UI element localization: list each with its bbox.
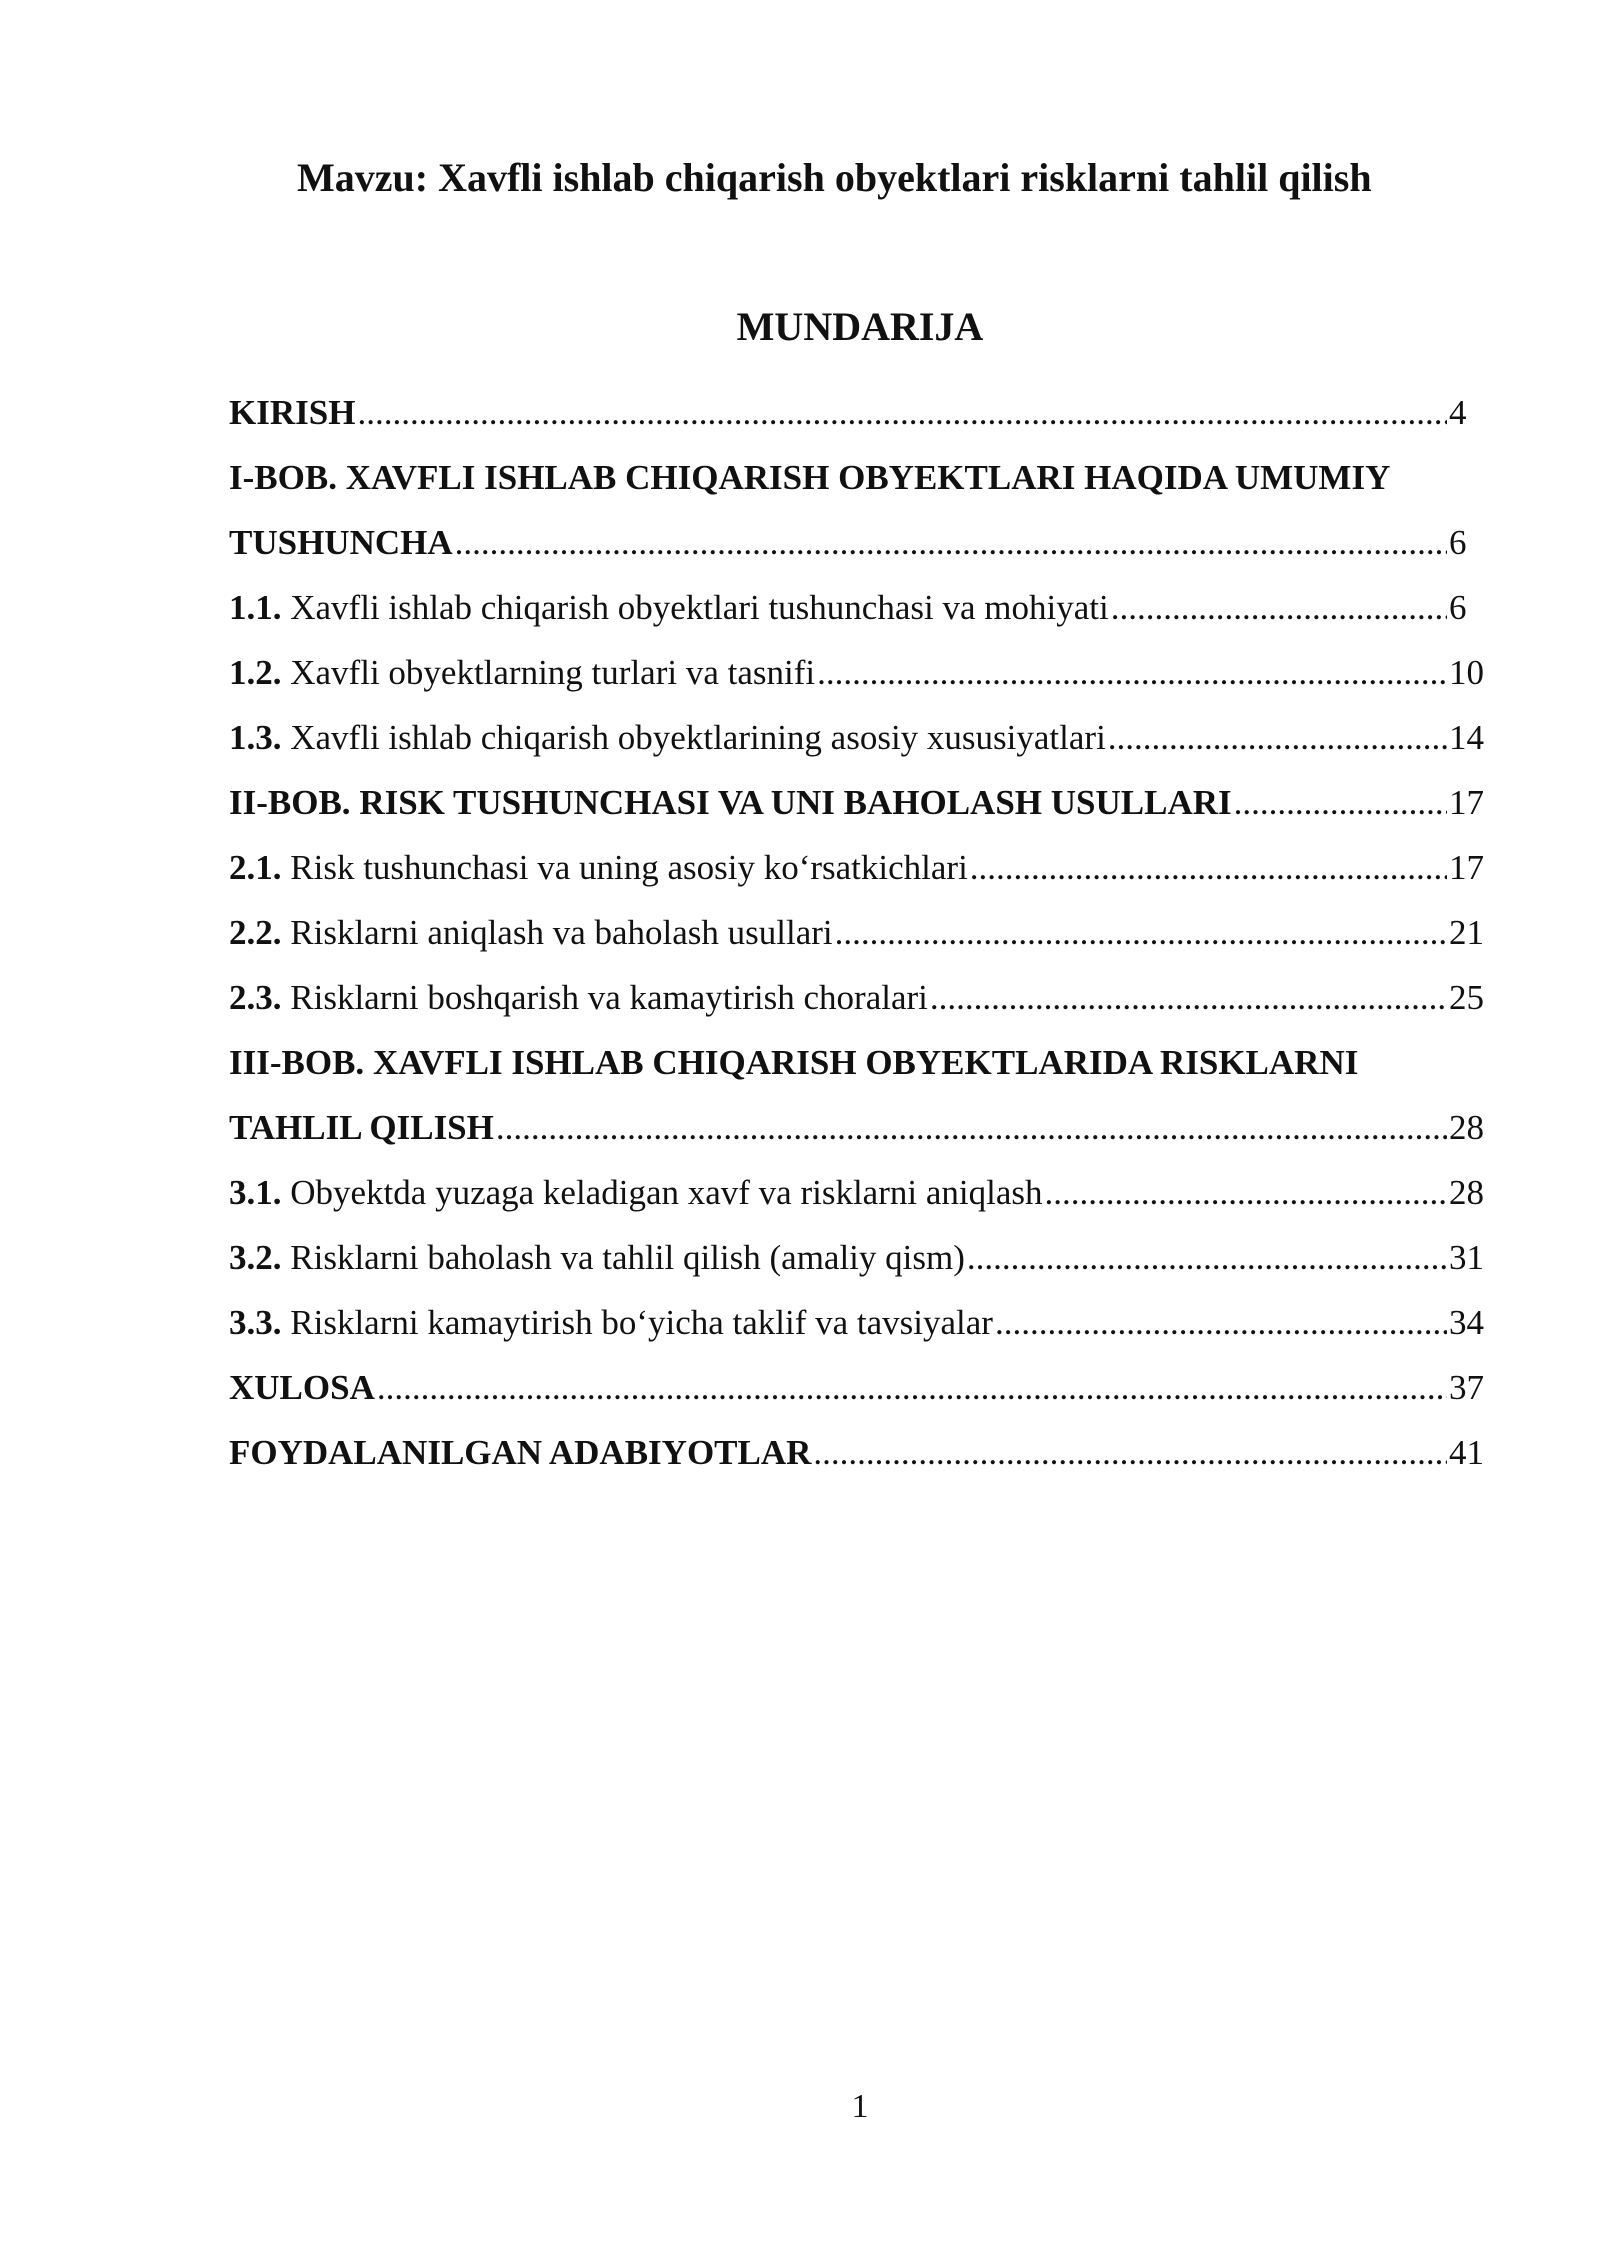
toc-entry-section-1-1: [229, 575, 1487, 640]
toc-entry-references: [229, 1420, 1487, 1485]
page-number: 1: [851, 2088, 869, 2125]
dot-leader: [1234, 770, 1447, 835]
dot-leader: [377, 1355, 1447, 1420]
toc-entry-title: Risk tushunchasi va uning asosiy ko‘rsatkichlari: [290, 848, 968, 887]
dot-leader: [813, 1420, 1447, 1485]
toc-section-number: 2.3.: [229, 978, 282, 1017]
toc-chapter-number: III-BOB.: [229, 1043, 365, 1082]
toc-page-number: 25: [1449, 978, 1484, 1017]
dot-leader: [930, 965, 1447, 1030]
dot-leader: [817, 640, 1447, 705]
toc-entry-title: Risklarni aniqlash va baholash usullari: [290, 913, 833, 952]
table-of-contents: [229, 380, 1487, 1485]
toc-entry-title: XAVFLI ISHLAB CHIQARISH OBYEKTLARI HAQIDA UMUMIY: [345, 458, 1391, 497]
toc-entry-title: TUSHUNCHA: [229, 523, 453, 562]
toc-chapter-number: I-BOB.: [229, 458, 337, 497]
toc-entry-title: Risklarni baholash va tahlil qilish (amaliy qism): [290, 1238, 965, 1277]
topic-title: Mavzu: Xavfli ishlab chiqarish obyektlari risklarni tahlil qilish: [297, 155, 1372, 200]
toc-page-number: 10: [1449, 653, 1484, 692]
toc-entry-chapter-3-continuation: [229, 1095, 1487, 1160]
toc-section-number: 2.2.: [229, 913, 282, 952]
toc-entry-title: Risklarni boshqarish va kamaytirish choralari: [290, 978, 928, 1017]
toc-entry-title: KIRISH: [229, 393, 356, 432]
toc-entry-title: Obyektda yuzaga keladigan xavf va risklarni aniqlash: [290, 1173, 1043, 1212]
toc-section-number: 2.1.: [229, 848, 282, 887]
toc-heading: MUNDARIJA: [736, 304, 984, 349]
dot-leader: [835, 900, 1447, 965]
toc-page-number: 41: [1449, 1433, 1484, 1472]
toc-page-number: 17: [1449, 783, 1484, 822]
dot-leader: [995, 1290, 1447, 1355]
toc-page-number: 21: [1449, 913, 1484, 952]
dot-leader: [1108, 705, 1447, 770]
toc-page-number: 6: [1449, 523, 1467, 562]
toc-entry-title: Xavfli ishlab chiqarish obyektlari tushunchasi va mohiyati: [290, 588, 1109, 627]
toc-page-number: 4: [1449, 393, 1467, 432]
toc-section-number: 3.2.: [229, 1238, 282, 1277]
toc-entry-section-2-3: [229, 965, 1487, 1030]
toc-entry-chapter-2: [229, 770, 1487, 835]
toc-chapter-number: II-BOB.: [229, 783, 351, 822]
toc-entry-chapter-1-continuation: [229, 510, 1487, 575]
toc-section-number: 1.1.: [229, 588, 282, 627]
toc-page-number: 31: [1449, 1238, 1484, 1277]
dot-leader: [1111, 575, 1447, 640]
toc-entry-chapter-3-heading: [229, 1030, 1487, 1095]
toc-entry-title: Xavfli obyektlarning turlari va tasnifi: [290, 653, 816, 692]
toc-entry-section-1-2: [229, 640, 1487, 705]
dot-leader: [357, 380, 1447, 445]
toc-section-number: 1.3.: [229, 718, 282, 757]
toc-entry-section-2-2: [229, 900, 1487, 965]
toc-entry-kirish: [229, 380, 1487, 445]
toc-entry-title: XULOSA: [229, 1368, 375, 1407]
dot-leader: [496, 1095, 1447, 1160]
toc-entry-title: XAVFLI ISHLAB CHIQARISH OBYEKTLARIDA RISKLARNI: [372, 1043, 1359, 1082]
toc-section-number: 3.3.: [229, 1303, 282, 1342]
dot-leader: [967, 1225, 1447, 1290]
toc-entry-title: Risklarni kamaytirish bo‘yicha taklif va tavsiyalar: [290, 1303, 993, 1342]
toc-section-number: 3.1.: [229, 1173, 282, 1212]
toc-entry-section-3-2: [229, 1225, 1487, 1290]
toc-entry-title: TAHLIL QILISH: [229, 1108, 494, 1147]
toc-entry-section-2-1: [229, 835, 1487, 900]
toc-entry-xulosa: [229, 1355, 1487, 1420]
toc-entry-chapter-1-heading: [229, 445, 1487, 510]
dot-leader: [1044, 1160, 1447, 1225]
toc-entry-section-3-1: [229, 1160, 1487, 1225]
toc-page-number: 14: [1449, 718, 1484, 757]
toc-entry-section-1-3: [229, 705, 1487, 770]
toc-section-number: 1.2.: [229, 653, 282, 692]
toc-page-number: 37: [1449, 1368, 1484, 1407]
toc-page-number: 28: [1449, 1108, 1484, 1147]
toc-entry-title: Xavfli ishlab chiqarish obyektlarining asosiy xususiyatlari: [290, 718, 1106, 757]
toc-page-number: 28: [1449, 1173, 1484, 1212]
toc-entry-title: FOYDALANILGAN ADABIYOTLAR: [229, 1433, 812, 1472]
toc-entry-section-3-3: [229, 1290, 1487, 1355]
toc-entry-title: RISK TUSHUNCHASI VA UNI BAHOLASH USULLARI: [359, 783, 1232, 822]
toc-page-number: 6: [1449, 588, 1467, 627]
dot-leader: [970, 835, 1447, 900]
dot-leader: [455, 510, 1447, 575]
toc-page-number: 34: [1449, 1303, 1484, 1342]
toc-page-number: 17: [1449, 848, 1484, 887]
